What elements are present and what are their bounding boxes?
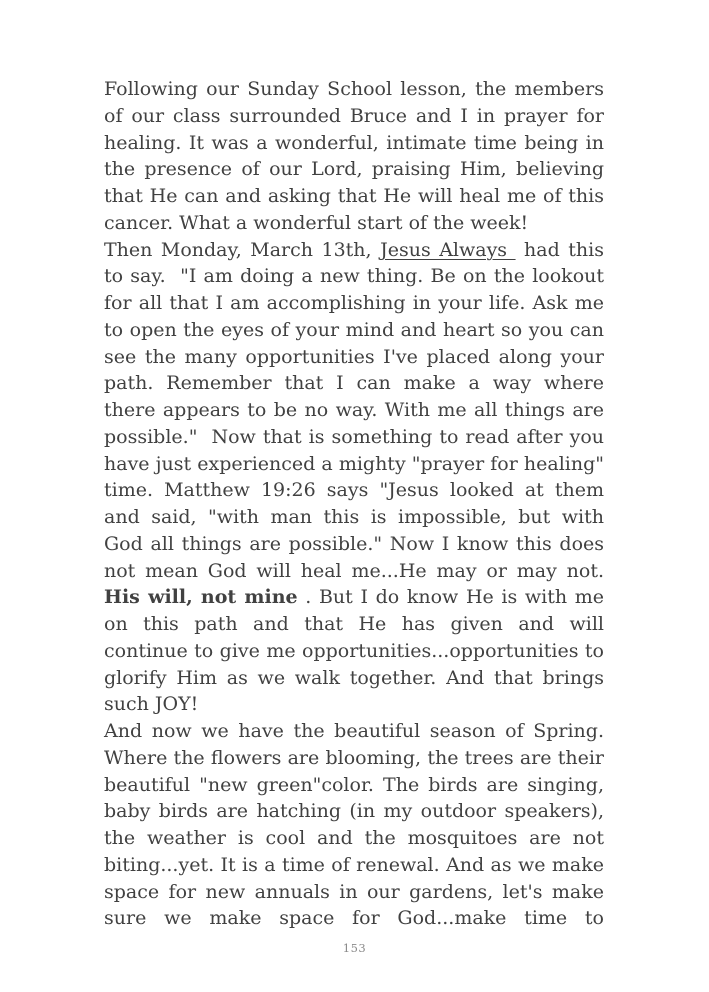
emphasis-his-will-not-mine: His will, not mine: [104, 586, 298, 609]
text-run: had this to say. "I am doing a new thing. Be on the lookout for all that I am accomplishing in your life. Ask me to open the eyes of your mind and heart so you can see the many opportunities I've placed along your path. Remember that I can make a way where there appears to be no way. With me all things are possible." Now that is something to read after you have just experienced a mighty "prayer for healing" time. Matthew 19:26 says "Jesus looked at them and said, "with man this is impossible, but with God all things are possible." Now I know this does not mean God will heal me...He may or may not.: [104, 238, 604, 582]
book-title-jesus-always: Jesus Always: [380, 238, 516, 261]
paragraph-sunday-school: [104, 76, 604, 237]
text-run: . But I do know He is with me on this path and that He has given and will continue to give me opportunities...opportunities to glorify Him as we walk together. And that brings such JOY!: [104, 586, 604, 716]
paragraph-jesus-always: [104, 237, 604, 719]
page-number: 153: [342, 941, 367, 955]
paragraph-spring: [104, 718, 604, 932]
text-run: Following our Sunday School lesson, the members of our class surrounded Bruce and I in prayer for healing. It was a wonderful, intimate time being in the presence of our Lord, praising Him, believing that He can and asking that He will heal me of this cancer. What a wonderful start of the week!: [104, 78, 604, 234]
text-run: And now we have the beautiful season of Spring. Where the flowers are blooming, the trees are their beautiful "new green"color. The birds are singing, baby birds are hatching (in my outdoor speakers), the weather is cool and the mosquitoes are not biting...yet. It is a time of renewal. And as we make space for new annuals in our gardens, let's make sure we make space for God...make time to: [104, 720, 604, 930]
page-text-block: [104, 76, 604, 932]
text-run: Then Monday, March 13th,: [104, 238, 381, 261]
